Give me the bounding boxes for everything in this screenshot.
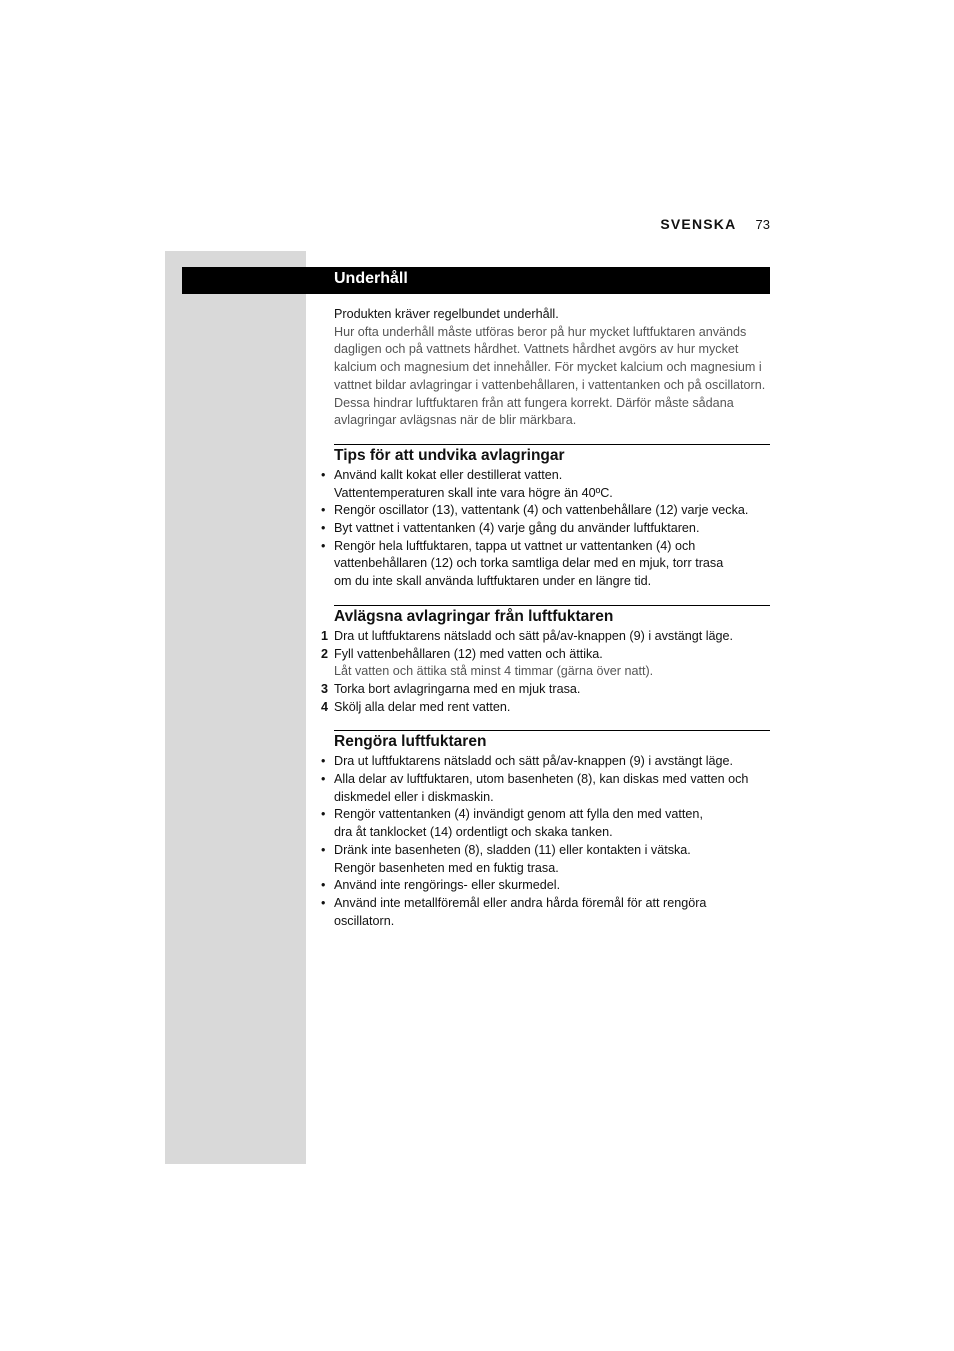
intro-line: vattnet bildar avlagringar i vattenbehållaren, i vattentanken och på oscillatorn. [334, 377, 766, 392]
section-bar [182, 267, 770, 294]
step-number: 3 [321, 681, 329, 696]
item-line: Rengör oscillator (13), vattentank (4) och vattenbehållare (12) varje vecka. [334, 503, 749, 518]
list-item [321, 842, 770, 877]
bullet: • [321, 807, 326, 822]
step-line: Fyll vattenbehållaren (12) med vatten och ättika. [334, 646, 603, 661]
list-item [321, 806, 770, 841]
section-title: Underhåll [334, 270, 408, 287]
cleaning-list [321, 753, 770, 930]
item-line: vattenbehållaren (12) och torka samtliga delar med en mjuk, torr trasa [334, 556, 724, 571]
bullet: • [321, 842, 326, 857]
item-line: Rengör basenheten med en fuktig trasa. [334, 860, 559, 875]
item-line: Alla delar av luftfuktaren, utom basenheten (8), kan diskas med vatten och [334, 772, 749, 787]
item-line: diskmedel eller i diskmaskin. [334, 789, 494, 804]
step-note: Låt vatten och ättika stå minst 4 timmar (gärna över natt). [334, 664, 654, 679]
tips-heading: Tips för att undvika avlagringar [334, 446, 565, 464]
bullet: • [321, 521, 326, 536]
bullet: • [321, 878, 326, 893]
step-line: Dra ut luftfuktarens nätsladd och sätt på/av-knappen (9) i avstängt läge. [334, 628, 734, 643]
item-line: Använd inte metallföremål eller andra hårda föremål för att rengöra [334, 895, 707, 910]
item-line: Vattentemperaturen skall inte vara högre än 40ºC. [334, 485, 613, 500]
margin-column [165, 251, 306, 1164]
item-line: Rengör hela luftfuktaren, tappa ut vattnet ur vattentanken (4) och [334, 538, 696, 553]
intro-line: Dessa hindrar luftfuktaren från att fungera korrekt. Därför måste sådana [334, 395, 734, 410]
item-line: Byt vattnet i vattentanken (4) varje gång du använder luftfuktaren. [334, 521, 700, 536]
tips-section [321, 444, 770, 591]
list-item [321, 467, 770, 502]
page-header [660, 216, 770, 232]
intro [334, 306, 770, 430]
bullet: • [321, 538, 326, 553]
tips-list [321, 467, 770, 591]
intro-body [334, 324, 770, 430]
item-line: Rengör vattentanken (4) invändigt genom att fylla den med vatten, [334, 807, 703, 822]
intro-line: avlagringar avlägsnas när de blir märkbara. [334, 413, 577, 428]
step-item [321, 681, 770, 699]
bullet: • [321, 895, 326, 910]
bullet: • [321, 467, 326, 482]
step-item [321, 699, 770, 717]
list-item [321, 753, 770, 771]
step-line: Skölj alla delar med rent vatten. [334, 699, 511, 714]
page-number: 73 [755, 217, 770, 232]
list-item [321, 520, 770, 538]
step-item [321, 646, 770, 681]
step-number: 4 [321, 699, 329, 714]
bullet: • [321, 754, 326, 769]
intro-line: dagligen och på vattnets hårdhet. Vattnets hårdhet avgörs av hur mycket [334, 342, 739, 357]
intro-lead: Produkten kräver regelbundet underhåll. [334, 307, 559, 321]
main-content [321, 306, 770, 930]
list-item [321, 895, 770, 930]
list-item [321, 502, 770, 520]
item-line: Använd kallt kokat eller destillerat vatten. [334, 467, 563, 482]
step-number: 1 [321, 628, 329, 643]
list-item [321, 877, 770, 895]
item-line: Dra ut luftfuktarens nätsladd och sätt på/av-knappen (9) i avstängt läge. [334, 754, 734, 769]
list-item [321, 771, 770, 806]
intro-line: Hur ofta underhåll måste utföras beror på hur mycket luftfuktaren används [334, 324, 747, 339]
descale-heading: Avlägsna avlagringar från luftfuktaren [334, 607, 614, 625]
item-line: dra åt tanklocket (14) ordentligt och skaka tanken. [334, 825, 613, 840]
cleaning-section [321, 730, 770, 930]
item-line: Använd inte rengörings- eller skurmedel. [334, 878, 561, 893]
list-item [321, 538, 770, 591]
item-line: Dränk inte basenheten (8), sladden (11) eller kontakten i vätska. [334, 842, 691, 857]
bullet: • [321, 503, 326, 518]
step-item [321, 628, 770, 646]
step-number: 2 [321, 646, 329, 661]
item-line: oscillatorn. [334, 913, 395, 928]
cleaning-heading: Rengöra luftfuktaren [334, 733, 487, 751]
bullet: • [321, 772, 326, 787]
descale-steps [321, 628, 770, 717]
step-line: Torka bort avlagringarna med en mjuk trasa. [334, 681, 581, 696]
descale-section [321, 605, 770, 717]
item-line: om du inte skall använda luftfuktaren under en längre tid. [334, 574, 652, 589]
intro-line: kalcium och magnesium det innehåller. För mycket kalcium och magnesium i [334, 360, 762, 375]
language-label: SVENSKA [660, 216, 737, 232]
